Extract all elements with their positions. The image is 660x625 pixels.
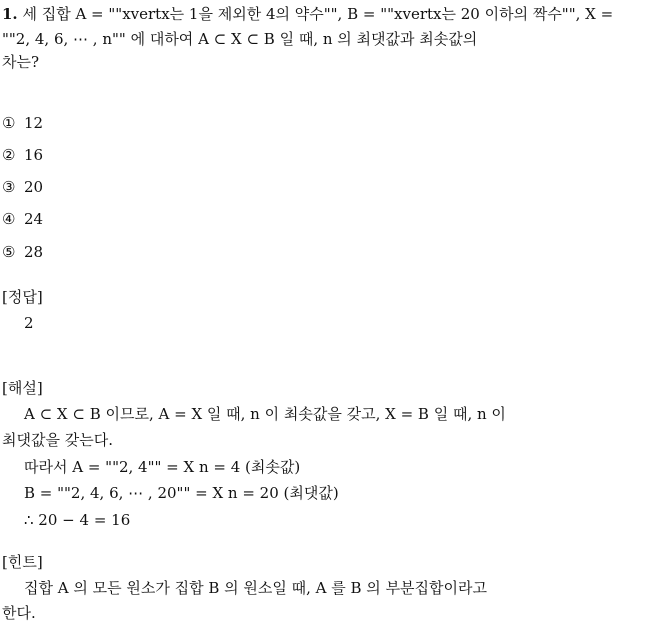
explanation-line-5: ∴ 20 − 4 = 16 (24, 511, 131, 529)
choice-2-value: 16 (24, 146, 44, 164)
choice-5-mark: ⑤ (2, 243, 16, 261)
question-line-1 (2, 4, 613, 24)
question-text-3: 차는? (2, 53, 40, 71)
question-number: 1. (2, 5, 18, 23)
choice-1-value: 12 (24, 114, 44, 132)
explanation-line-1: A ⊂ X ⊂ B 이므로, A = X 일 때, n 이 최솟값을 갖고, X = B 일 때, n 이 (24, 405, 506, 423)
choice-1-mark: ① (2, 114, 16, 132)
hint-line-2: 한다. (2, 604, 36, 622)
explanation-line-3: 따라서 A = ""2, 4"" = X n = 4 (최솟값) (24, 458, 301, 476)
choice-4-mark: ④ (2, 210, 16, 228)
choice-4-value: 24 (24, 210, 44, 228)
choice-3-mark: ③ (2, 178, 16, 196)
choice-4[interactable] (2, 209, 43, 229)
hint-line-1: 집합 A 의 모든 원소가 집합 B 의 원소일 때, A 를 B 의 부분집합이라고 (24, 579, 487, 597)
choice-2[interactable] (2, 145, 43, 165)
choice-3-value: 20 (24, 178, 44, 196)
question-text-2: ""2, 4, 6, ⋯ , n"" 에 대하여 A ⊂ X ⊂ B 일 때, n 의 최댓값과 최솟값의 (2, 30, 478, 48)
question-text-1: 세 집합 A = ""xvertx는 1을 제외한 4의 약수"", B = ""xvertx는 20 이하의 짝수"", X = (22, 5, 614, 23)
choice-3[interactable] (2, 177, 43, 197)
explanation-line-4: B = ""2, 4, 6, ⋯ , 20"" = X n = 20 (최댓값) (24, 484, 339, 502)
explanation-label: [해설] (2, 379, 43, 397)
choice-5[interactable] (2, 242, 43, 262)
choice-1[interactable] (2, 113, 43, 133)
choice-2-mark: ② (2, 146, 16, 164)
answer-value: 2 (24, 314, 34, 332)
choice-5-value: 28 (24, 243, 44, 261)
explanation-line-2: 최댓값을 갖는다. (2, 431, 113, 449)
answer-label: [정답] (2, 288, 43, 306)
hint-label: [힌트] (2, 553, 43, 571)
